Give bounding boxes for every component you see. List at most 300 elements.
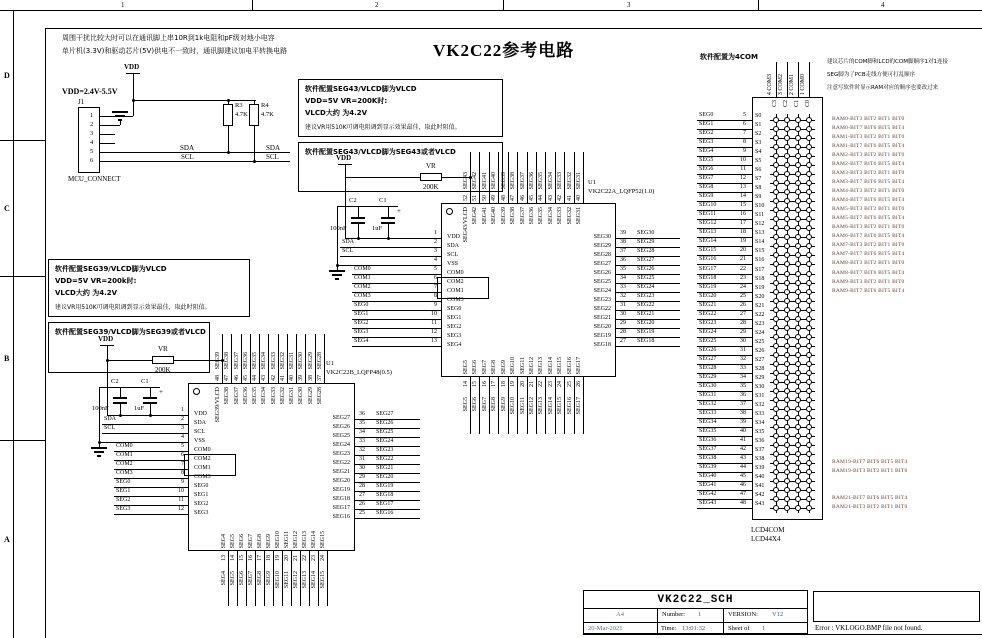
seg-net-label: SEG40 xyxy=(699,473,717,479)
net-label: SEG15 xyxy=(557,397,563,415)
net-label: SEG38 xyxy=(510,171,516,189)
lcd-dot xyxy=(773,225,779,231)
seg-pin-number: 25 xyxy=(740,293,746,299)
lcd-s-label: S39 xyxy=(755,465,765,471)
seg-pin-number: 28 xyxy=(740,320,746,326)
inner-frame-top xyxy=(45,28,982,29)
pin-number: 47 xyxy=(510,195,516,201)
pin-name: SEG37 xyxy=(234,387,240,405)
pin-number: 30 xyxy=(359,465,365,471)
lcd-dot xyxy=(795,424,801,430)
pin-number: 42 xyxy=(271,375,277,381)
pin-name: VSS xyxy=(194,438,206,444)
lcd-dot xyxy=(806,415,812,421)
pin-name: SEG34 xyxy=(548,207,554,225)
seg-pin-number: 48 xyxy=(740,500,746,506)
net-label: SEG5 xyxy=(230,571,236,586)
lcd-dot xyxy=(806,388,812,394)
lcd-dot xyxy=(773,207,779,213)
pin-name: SEG12 xyxy=(529,356,535,374)
pin-number: 21 xyxy=(293,555,299,561)
pin-name: SEG24 xyxy=(332,442,350,448)
cap-stub xyxy=(358,222,359,238)
pin-name: SEG17 xyxy=(576,356,582,374)
pin-number: 35 xyxy=(359,420,365,426)
resistor-r4 xyxy=(249,104,259,126)
column-tick xyxy=(252,0,253,10)
com-wire xyxy=(798,62,799,97)
lcd-dot xyxy=(795,451,801,457)
pin-name: SEG43/VLCD xyxy=(463,207,469,243)
pin-number: 26 xyxy=(576,381,582,387)
date-value: 20-Mar-2021 xyxy=(588,625,623,632)
pin-wire xyxy=(114,514,188,515)
pin-wire xyxy=(583,152,584,203)
pin-wire xyxy=(583,377,584,434)
net-label: SEG28 xyxy=(317,351,323,369)
cap-plate xyxy=(113,397,127,399)
seg-net-label: SEG38 xyxy=(699,455,717,461)
net-label: SEG33 xyxy=(271,351,277,369)
title-block-line xyxy=(723,608,724,634)
lcd-s-label: S9 xyxy=(755,194,762,200)
lcd-s-label: S17 xyxy=(755,267,765,273)
lcd-dot xyxy=(806,198,812,204)
note-title: 软件配置SEG39/VLCD脚为SEG39或者VLCD xyxy=(55,328,206,336)
pin-wire xyxy=(517,152,518,203)
lcd-s-label: S23 xyxy=(755,321,765,327)
lcd-dot xyxy=(784,442,790,448)
pin-number: 25 xyxy=(567,381,573,387)
j1-pin-wire xyxy=(100,161,290,162)
seg-net-label: SEG17 xyxy=(699,266,717,272)
lcd-dot xyxy=(806,171,812,177)
pin-number: 18 xyxy=(266,555,272,561)
pin-number: 7 xyxy=(181,461,184,467)
seg-net-label: SEG39 xyxy=(699,464,717,470)
net-label: SEG28 xyxy=(637,248,655,254)
pin-name: SEG27 xyxy=(593,261,611,267)
net-label: COM3 xyxy=(354,293,371,299)
row-tick xyxy=(0,276,45,277)
lcd-note: 建议芯片的COM脚和LCD的COM脚顺序1对1连接 xyxy=(827,59,948,65)
seg-pin-number: 17 xyxy=(740,220,746,226)
lcd-dot xyxy=(806,216,812,222)
pin-wire xyxy=(545,152,546,203)
lcd-dot xyxy=(806,379,812,385)
lcd-dot xyxy=(784,280,790,286)
pin-wire xyxy=(470,152,471,203)
pin-name: COM3 xyxy=(447,297,464,303)
pin-wire xyxy=(527,152,528,203)
lcd-dot xyxy=(806,478,812,484)
lcd-dot xyxy=(773,280,779,286)
lcd-dot xyxy=(806,505,812,511)
pin-name: VSS xyxy=(447,261,459,267)
lcd-dot xyxy=(773,505,779,511)
j1-pin-wire xyxy=(100,143,115,144)
lcd-dot xyxy=(773,325,779,331)
net-label: SEG18 xyxy=(376,492,394,498)
lcd-dot xyxy=(773,144,779,150)
pin-number: 13 xyxy=(431,338,437,344)
net-label: SEG18 xyxy=(637,338,655,344)
lcd-dot xyxy=(795,415,801,421)
net-label: SEG10 xyxy=(275,571,281,589)
note-title: 软件配置SEG43/VLCD脚为SEG43或者VLCD xyxy=(305,148,456,156)
lcd-dot xyxy=(784,135,790,141)
pin-number: 43 xyxy=(548,195,554,201)
seg-net-label: SEG2 xyxy=(699,130,714,136)
lcd-dot xyxy=(795,280,801,286)
note-line: 建议VR用510K可调电阻调到显示效果最佳，取此时阻值。 xyxy=(55,304,211,311)
pin-number: 31 xyxy=(359,456,365,462)
seg-net-label: SEG29 xyxy=(699,374,717,380)
pin-number: 23 xyxy=(548,381,554,387)
note-line: 建议VR用510K可调电阻调到显示效果最佳，取此时阻值。 xyxy=(305,124,461,131)
pin-name: SCL xyxy=(194,429,206,435)
lcd-s-label: S41 xyxy=(755,483,765,489)
ram-map-label: RAM4-BIT3 BIT2 BIT1 BIT0 xyxy=(832,188,905,194)
seg-pin-number: 13 xyxy=(740,184,746,190)
r3-value: 4.7K xyxy=(235,111,248,118)
lcd-dot xyxy=(795,252,801,258)
lcd-dot xyxy=(795,496,801,502)
number-value: 1 xyxy=(698,611,702,618)
ram-map-label: RAM7-BIT7 BIT6 BIT5 BIT4 xyxy=(832,251,905,257)
net-label: SEG17 xyxy=(376,501,394,507)
lcd-dot xyxy=(773,261,779,267)
lcd-dot xyxy=(784,352,790,358)
seg-pin-number: 39 xyxy=(740,419,746,425)
seg-pin-number: 38 xyxy=(740,410,746,416)
vr-ref: VR xyxy=(158,345,168,353)
pin-wire xyxy=(355,518,420,519)
pin-name: SEG13 xyxy=(302,530,308,548)
seg-ladder-wire xyxy=(697,264,752,265)
pin-number: 7 xyxy=(434,284,437,290)
lcd-s-label: S36 xyxy=(755,438,765,444)
pin-wire xyxy=(489,152,490,203)
lcd-dot xyxy=(773,397,779,403)
pin-name: SEG0 xyxy=(194,483,209,489)
pin-wire xyxy=(545,377,546,434)
lcd-s-label: S38 xyxy=(755,456,765,462)
seg-net-label: SEG28 xyxy=(699,365,717,371)
lcd-dot xyxy=(795,216,801,222)
lcd-dot xyxy=(806,406,812,412)
pin-name: SEG15 xyxy=(557,356,563,374)
net-label: SEG14 xyxy=(548,397,554,415)
page-title: VK2C22参考电路 xyxy=(433,41,575,60)
lcd-dot xyxy=(795,261,801,267)
pin-number: 40 xyxy=(576,195,582,201)
pin-number: 6 xyxy=(434,275,437,281)
pin-number: 4 xyxy=(434,257,437,263)
pin-wire xyxy=(259,334,260,383)
lcd-s-label: S35 xyxy=(755,429,765,435)
lcd-dot xyxy=(784,343,790,349)
pin-wire xyxy=(324,334,325,383)
column-number: 3 xyxy=(627,1,631,9)
lcd-dot xyxy=(773,424,779,430)
net-label: SEG25 xyxy=(376,429,394,435)
net-label: COM0 xyxy=(116,443,133,449)
pin-name: SEG21 xyxy=(332,469,350,475)
lcd-name: LCD4COM xyxy=(751,526,785,534)
pin-number: 45 xyxy=(529,195,535,201)
lcd-dot xyxy=(784,207,790,213)
gnd-bar xyxy=(335,278,339,280)
lcd-dot xyxy=(795,442,801,448)
capacitor-ref: C1 xyxy=(379,197,387,204)
lcd-dot xyxy=(773,433,779,439)
lcd-s-label: S29 xyxy=(755,375,765,381)
lcd-s-label: S22 xyxy=(755,312,765,318)
gnd-bar xyxy=(97,455,101,457)
lcd-dot xyxy=(773,135,779,141)
title-block-line xyxy=(583,634,982,635)
net-label: SEG22 xyxy=(637,302,655,308)
vdd-rail xyxy=(133,100,256,101)
lcd-dot xyxy=(806,433,812,439)
lcd-dot xyxy=(806,280,812,286)
lcd-dot xyxy=(795,505,801,511)
net-label: SEG24 xyxy=(376,438,394,444)
lcd-s-label: S26 xyxy=(755,348,765,354)
lcd-dot xyxy=(784,370,790,376)
lcd-dot xyxy=(784,379,790,385)
lcd-dot xyxy=(806,162,812,168)
pin-name: SEG33 xyxy=(271,387,277,405)
net-label: SEG38 xyxy=(224,351,230,369)
lcd-dot xyxy=(784,198,790,204)
seg-net-label: SEG30 xyxy=(699,383,717,389)
net-label: SEG26 xyxy=(376,420,394,426)
pin-name: SEG30 xyxy=(593,234,611,240)
pin-number: 11 xyxy=(431,320,437,326)
ram-map-label: RAM2-BIT7 BIT6 BIT5 BIT4 xyxy=(832,161,905,167)
com-swap-highlight xyxy=(184,454,236,476)
pin-number: 16 xyxy=(482,381,488,387)
net-label: SEG41 xyxy=(482,171,488,189)
seg-net-label: SEG26 xyxy=(699,347,717,353)
seg-net-label: SEG43 xyxy=(699,500,717,506)
lcd-dot xyxy=(784,334,790,340)
ram-map-label: RAM0-BIT7 BIT6 BIT5 BIT4 xyxy=(832,125,905,131)
ram-map-label: RAM3-BIT3 BIT2 BIT1 BIT0 xyxy=(832,170,905,176)
lcd-dot xyxy=(773,198,779,204)
pin-number: 14 xyxy=(230,555,236,561)
seg-pin-number: 22 xyxy=(740,266,746,272)
lcd-dot xyxy=(773,289,779,295)
net-label: SEG20 xyxy=(376,474,394,480)
pin-number: 44 xyxy=(252,375,258,381)
note-line: VDD=5V VR=200k时: xyxy=(55,277,137,285)
cap-stub xyxy=(358,206,359,217)
lcd-s-label: S6 xyxy=(755,167,762,173)
pin-name: SEG28 xyxy=(593,252,611,258)
seg-pin-number: 35 xyxy=(740,383,746,389)
net-label: SCL xyxy=(342,248,354,254)
version-value: V12 xyxy=(772,611,784,618)
lcd-dot xyxy=(784,406,790,412)
pin-wire xyxy=(489,377,490,434)
pin-wire xyxy=(268,334,269,383)
lcd-dot xyxy=(795,225,801,231)
net-label: SEG16 xyxy=(376,510,394,516)
pin-name: SEG20 xyxy=(593,324,611,330)
pin-wire xyxy=(318,551,319,606)
pin-wire xyxy=(574,377,575,434)
resistor-vr xyxy=(152,356,174,364)
pin-wire xyxy=(287,334,288,383)
lcd-dot xyxy=(773,361,779,367)
column-tick xyxy=(758,0,759,10)
pin-number: 5 xyxy=(181,443,184,449)
lcd-dot xyxy=(806,424,812,430)
lcd-s-label: S2 xyxy=(755,131,762,137)
lcd-s-label: S37 xyxy=(755,447,765,453)
pin-number: 28 xyxy=(359,483,365,489)
pin-name: SEG25 xyxy=(332,433,350,439)
lcd-dot xyxy=(795,189,801,195)
lcd-dot xyxy=(784,505,790,511)
pin-name: SEG1 xyxy=(447,315,462,321)
lcd-s-label: S15 xyxy=(755,248,765,254)
lcd-dot xyxy=(773,442,779,448)
lcd-dot xyxy=(784,307,790,313)
pin-number: 19 xyxy=(275,555,281,561)
net-label: SEG3 xyxy=(116,506,131,512)
pin-number: 35 xyxy=(620,266,626,272)
lcd-dot xyxy=(795,406,801,412)
pin-wire xyxy=(479,377,480,434)
pin-number: 42 xyxy=(557,195,563,201)
pin-name: SDA xyxy=(194,420,207,426)
vdd-range-label: VDD=2.4V-5.5V xyxy=(62,87,118,96)
net-label: SEG20 xyxy=(637,320,655,326)
com-wire-label: 2 COM1 xyxy=(789,73,795,95)
net-label: SEG39 xyxy=(501,171,507,189)
pin-number: 8 xyxy=(181,470,184,476)
pin-name: SEG15 xyxy=(320,530,326,548)
pin-name: SEG18 xyxy=(593,342,611,348)
pin-name: SEG4 xyxy=(221,533,227,548)
pin-number: 51 xyxy=(472,195,478,201)
pin-wire xyxy=(291,551,292,606)
net-label: SEG37 xyxy=(234,351,240,369)
lcd-dot xyxy=(784,117,790,123)
column-number: 2 xyxy=(375,1,379,9)
lcd-s-label: S1 xyxy=(755,122,762,128)
net-label: SEG42 xyxy=(472,171,478,189)
seg-pin-number: 33 xyxy=(740,365,746,371)
row-letter: B xyxy=(4,354,10,363)
lcd-dot xyxy=(784,234,790,240)
pin-name: SEG1 xyxy=(194,492,209,498)
r4-ref: R4 xyxy=(261,102,269,109)
pin-name: SEG2 xyxy=(194,501,209,507)
pin-name: COM1 xyxy=(194,465,211,471)
lcd-dot xyxy=(773,379,779,385)
net-label: SEG27 xyxy=(637,257,655,263)
pin-name: SEG32 xyxy=(567,207,573,225)
pin-name: SEG39/VLCD xyxy=(215,387,221,423)
net-label: SEG19 xyxy=(637,329,655,335)
ram-map-label: RAM8-BIT3 BIT2 BIT1 BIT0 xyxy=(832,260,905,266)
vr-value: 200K xyxy=(423,183,439,191)
net-label: SEG34 xyxy=(548,171,554,189)
lcd-s-label: S43 xyxy=(755,501,765,507)
cap-plate xyxy=(381,217,395,219)
ram-map-label: RAM21-BIT7 BIT6 BIT5 BIT4 xyxy=(832,495,908,501)
pin-wire xyxy=(228,551,229,606)
gnd-stub xyxy=(120,121,121,125)
seg-pin-number: 46 xyxy=(740,482,746,488)
net-label: COM1 xyxy=(354,275,371,281)
lcd-dot xyxy=(806,325,812,331)
cap-plate xyxy=(351,217,365,219)
sheet-left-border xyxy=(13,10,14,638)
lcd-dot xyxy=(795,433,801,439)
cap-stub xyxy=(388,206,389,217)
sheet-value: 1 xyxy=(762,625,766,632)
net-label: SEG39 xyxy=(215,351,221,369)
seg-net-label: SEG22 xyxy=(699,311,717,317)
com-wire-label: 1 COM0 xyxy=(800,73,806,95)
pin-number: 34 xyxy=(359,429,365,435)
column-number: 1 xyxy=(121,1,125,9)
pin-number: 46 xyxy=(234,375,240,381)
lcd-dot xyxy=(806,487,812,493)
lcd-dot xyxy=(795,370,801,376)
lcd-dot xyxy=(795,289,801,295)
pin-number: 37 xyxy=(620,248,626,254)
chip-refdes: U1 xyxy=(588,179,596,186)
vr-ref: VR xyxy=(426,162,436,170)
lcd-dot xyxy=(806,234,812,240)
pin-name: SEG6 xyxy=(472,359,478,374)
lcd-s-label: S7 xyxy=(755,176,762,182)
seg-pin-number: 16 xyxy=(740,211,746,217)
pin-name: COM1 xyxy=(447,288,464,294)
lcd-dot xyxy=(806,135,812,141)
pin-name: SEG36 xyxy=(243,387,249,405)
lcd-dot xyxy=(806,243,812,249)
lcd-dot xyxy=(795,207,801,213)
lcd-dot xyxy=(795,243,801,249)
pin-name: SEG35 xyxy=(538,207,544,225)
pin-name: COM0 xyxy=(447,270,464,276)
net-label: COM3 xyxy=(116,470,133,476)
lcd-s-label: S19 xyxy=(755,285,765,291)
vdd-label: VDD xyxy=(336,154,352,162)
pin-name: VDD xyxy=(447,234,460,240)
lcd-dot xyxy=(784,487,790,493)
seg-net-label: SEG25 xyxy=(699,338,717,344)
pin-number: 12 xyxy=(431,329,437,335)
doc-title: VK2C22_SCH xyxy=(657,594,734,606)
net-label: SEG22 xyxy=(376,456,394,462)
net-label: SEG4 xyxy=(354,338,369,344)
vr-wire xyxy=(107,360,152,361)
pin-number: 36 xyxy=(620,257,626,263)
pin-name: COM2 xyxy=(447,279,464,285)
sda-net-label: SDA xyxy=(180,144,195,152)
net-label: SEG36 xyxy=(529,171,535,189)
scl-net-label: SCL xyxy=(181,153,194,161)
